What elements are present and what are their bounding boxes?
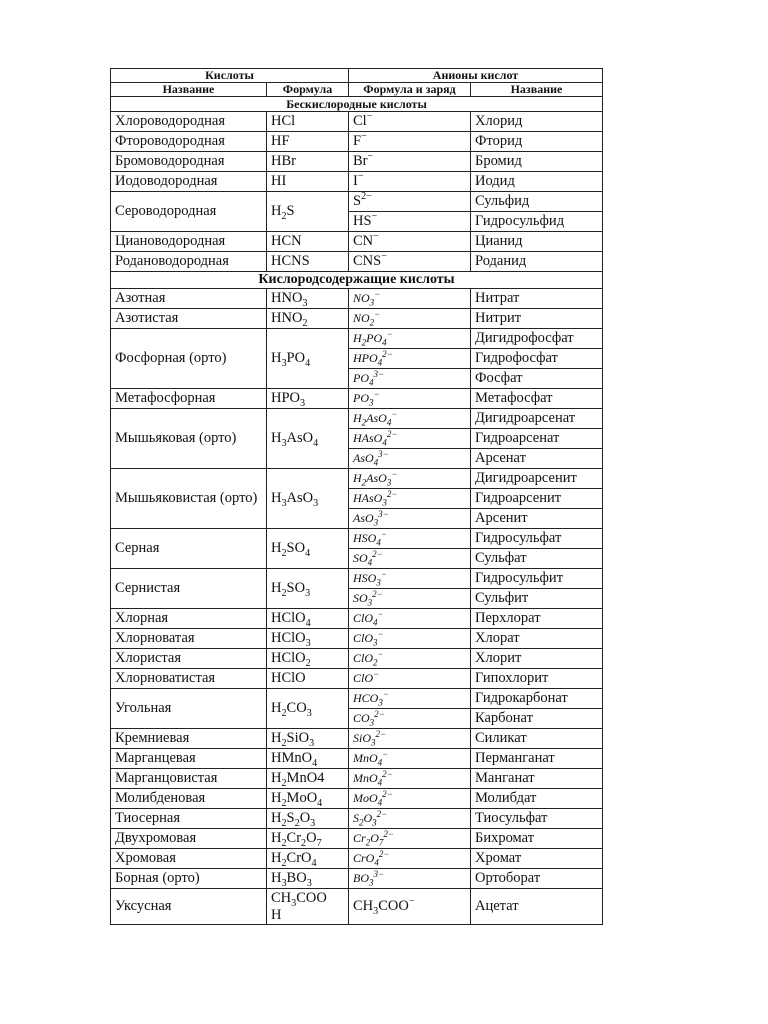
acid-name: Мышьяковистая (орто) — [111, 469, 267, 529]
table-row — [111, 152, 603, 172]
anion-name: Хлорид — [471, 112, 603, 132]
acid-formula: $H_2Cr_2O_7$ — [267, 829, 349, 849]
anion-name: Нитрат — [471, 289, 603, 309]
anion-name: Фторид — [471, 132, 603, 152]
acid-name: Фтороводородная — [111, 132, 267, 152]
acid-formula: $H_3AsO_3$ — [267, 469, 349, 529]
table-row — [111, 529, 603, 549]
section-title-oxygen-free: Бескислородные кислоты — [111, 97, 603, 112]
anion-formula: $H_2PO_4^-$ — [349, 329, 471, 349]
table-row — [111, 669, 603, 689]
anion-formula: ClO$_4$− — [349, 609, 471, 629]
anion-name: Гидроарсенит — [471, 489, 603, 509]
acid-formula: HBr — [267, 152, 349, 172]
anion-name: Ацетат — [471, 889, 603, 925]
anion-name: Перманганат — [471, 749, 603, 769]
anion-formula: HS− — [349, 212, 471, 232]
acid-name: Угольная — [111, 689, 267, 729]
anion-formula: ClO$_2$− — [349, 649, 471, 669]
acid-name: Иодоводородная — [111, 172, 267, 192]
acid-name: Хлорноватая — [111, 629, 267, 649]
anion-formula: SiO$_3^{2-}$ — [349, 729, 471, 749]
section-title-oxygen-containing: Кислородсодержащие кислоты — [111, 272, 603, 289]
anion-formula: $CO_3^{2-}$ — [349, 709, 471, 729]
anion-formula: MoO$_4^{2-}$ — [349, 789, 471, 809]
table-row — [111, 192, 603, 212]
acid-name: Хлорноватистая — [111, 669, 267, 689]
table-row — [111, 849, 603, 869]
anion-formula: MnO$_4^{2-}$ — [349, 769, 471, 789]
acid-formula: HMnO$_4$ — [267, 749, 349, 769]
table-row — [111, 469, 603, 489]
acid-name: Марганцовистая — [111, 769, 267, 789]
table-row — [111, 609, 603, 629]
header-anion-name: Название — [471, 83, 603, 97]
acid-formula: HClO$_4$ — [267, 609, 349, 629]
acid-formula: $HPO_3$ — [267, 389, 349, 409]
acid-formula: HI — [267, 172, 349, 192]
acid-formula: $H_3PO_4$ — [267, 329, 349, 389]
anion-name: Дигидрофосфат — [471, 329, 603, 349]
anion-name: Сульфат — [471, 549, 603, 569]
acid-name: Фосфорная (орто) — [111, 329, 267, 389]
acid-name: Метафосфорная — [111, 389, 267, 409]
anion-name: Бромид — [471, 152, 603, 172]
acid-formula: HCNS — [267, 252, 349, 272]
anion-formula: CN− — [349, 232, 471, 252]
table-row — [111, 389, 603, 409]
acid-formula: $H_2S$ — [267, 192, 349, 232]
table-row — [111, 409, 603, 429]
anion-formula: $SO_3^{2-}$ — [349, 589, 471, 609]
acid-name: Хлорная — [111, 609, 267, 629]
anion-formula: Cl− — [349, 112, 471, 132]
anion-formula: $H_2AsO_3^-$ — [349, 469, 471, 489]
anion-formula: AsO$_4^{3-}$ — [349, 449, 471, 469]
table-row — [111, 629, 603, 649]
acid-formula: HF — [267, 132, 349, 152]
anion-name: Карбонат — [471, 709, 603, 729]
table-row — [111, 869, 603, 889]
acid-name: Марганцевая — [111, 749, 267, 769]
anion-name: Хлорит — [471, 649, 603, 669]
table-row — [111, 729, 603, 749]
anion-name: Гидрокарбонат — [471, 689, 603, 709]
acid-formula: $H_2CrO_4$ — [267, 849, 349, 869]
anion-formula: $SO_4^{2-}$ — [349, 549, 471, 569]
anion-name: Гидросульфид — [471, 212, 603, 232]
table-row — [111, 829, 603, 849]
acid-formula: $H_2MoO_4$ — [267, 789, 349, 809]
anion-formula: HAsO$_4^{2-}$ — [349, 429, 471, 449]
acid-name: Двухромовая — [111, 829, 267, 849]
table-row — [111, 232, 603, 252]
acid-name: Серная — [111, 529, 267, 569]
anion-name: Бихромат — [471, 829, 603, 849]
anion-formula: $HPO_4^{2-}$ — [349, 349, 471, 369]
acid-name: Циановодородная — [111, 232, 267, 252]
acid-formula: $HNO_3$ — [267, 289, 349, 309]
header-acid-name: Название — [111, 83, 267, 97]
acid-formula: $H_2S_2O_3$ — [267, 809, 349, 829]
table-row — [111, 172, 603, 192]
anion-name: Молибдат — [471, 789, 603, 809]
header-anions: Анионы кислот — [349, 69, 603, 83]
table-row — [111, 809, 603, 829]
acid-name: Хлористая — [111, 649, 267, 669]
acid-formula: HClO — [267, 669, 349, 689]
header-acids: Кислоты — [111, 69, 349, 83]
anion-name: Перхлорат — [471, 609, 603, 629]
acid-formula: $CH_3COO$ H — [267, 889, 349, 925]
anion-formula: F− — [349, 132, 471, 152]
anion-formula: MnO$_4$− — [349, 749, 471, 769]
anion-name: Манганат — [471, 769, 603, 789]
table-row — [111, 889, 603, 925]
anion-name: Хромат — [471, 849, 603, 869]
anion-name: Иодид — [471, 172, 603, 192]
acid-formula: $H_2MnO4$ — [267, 769, 349, 789]
anion-formula: Br− — [349, 152, 471, 172]
anion-formula: $Cr_2O_7^{2-}$ — [349, 829, 471, 849]
anion-name: Сульфит — [471, 589, 603, 609]
table-row — [111, 789, 603, 809]
anion-formula: $BO_3^{3-}$ — [349, 869, 471, 889]
anion-formula: HAsO$_3^{2-}$ — [349, 489, 471, 509]
anion-formula: $PO_4^{3-}$ — [349, 369, 471, 389]
anion-name: Роданид — [471, 252, 603, 272]
acid-formula: HCl — [267, 112, 349, 132]
acid-name: Мышьяковая (орто) — [111, 409, 267, 469]
anion-formula: $CH_3COO^-$ — [349, 889, 471, 925]
anion-name: Цианид — [471, 232, 603, 252]
anion-name: Гидросульфат — [471, 529, 603, 549]
anion-formula: $PO_3^-$ — [349, 389, 471, 409]
anion-name: Тиосульфат — [471, 809, 603, 829]
anion-name: Арсенат — [471, 449, 603, 469]
acid-formula: $H_2SO_3$ — [267, 569, 349, 609]
anion-name: Арсенит — [471, 509, 603, 529]
acid-formula: $H_2CO_3$ — [267, 689, 349, 729]
acid-formula: $H_2SiO_3$ — [267, 729, 349, 749]
anion-formula: ClO− — [349, 669, 471, 689]
acid-formula: HCN — [267, 232, 349, 252]
anion-formula: $S^{2-}$ — [349, 192, 471, 212]
table-row — [111, 649, 603, 669]
oxygen-containing-section — [111, 272, 603, 925]
header-anion-formula: Формула и заряд — [349, 83, 471, 97]
acid-name: Молибденовая — [111, 789, 267, 809]
acid-formula: $HNO_2$ — [267, 309, 349, 329]
acid-formula: $H_2SO_4$ — [267, 529, 349, 569]
acid-name: Азотистая — [111, 309, 267, 329]
acid-formula: HClO$_2$ — [267, 649, 349, 669]
anion-formula: ClO$_3$− — [349, 629, 471, 649]
table-row — [111, 569, 603, 589]
anion-name: Гипохлорит — [471, 669, 603, 689]
table-row — [111, 112, 603, 132]
table-row — [111, 769, 603, 789]
acid-name: Борная (орто) — [111, 869, 267, 889]
table-row — [111, 132, 603, 152]
oxygen-free-section — [111, 97, 603, 272]
anion-name: Хлорат — [471, 629, 603, 649]
acid-anion-table — [110, 68, 603, 925]
anion-formula: CrO$_4^{2-}$ — [349, 849, 471, 869]
anion-formula: $HCO_3^-$ — [349, 689, 471, 709]
table-row — [111, 329, 603, 349]
anion-name: Нитрит — [471, 309, 603, 329]
acid-formula: HClO$_3$ — [267, 629, 349, 649]
anion-formula: CNS− — [349, 252, 471, 272]
anion-name: Гидрофосфат — [471, 349, 603, 369]
anion-name: Фосфат — [471, 369, 603, 389]
anion-name: Метафосфат — [471, 389, 603, 409]
table-row — [111, 749, 603, 769]
acid-name: Азотная — [111, 289, 267, 309]
header-acid-formula: Формула — [267, 83, 349, 97]
anion-formula: $NO_3^-$ — [349, 289, 471, 309]
table-row — [111, 252, 603, 272]
anion-formula: $HSO_3^-$ — [349, 569, 471, 589]
anion-formula: I− — [349, 172, 471, 192]
anion-name: Ортоборат — [471, 869, 603, 889]
anion-formula: $HSO_4^-$ — [349, 529, 471, 549]
anion-formula: $NO_2^-$ — [349, 309, 471, 329]
anion-formula: AsO$_3^{3-}$ — [349, 509, 471, 529]
acid-name: Кремниевая — [111, 729, 267, 749]
acid-formula: $H_3AsO_4$ — [267, 409, 349, 469]
anion-name: Силикат — [471, 729, 603, 749]
anion-name: Сульфид — [471, 192, 603, 212]
acid-name: Сернистая — [111, 569, 267, 609]
anion-name: Дигидроарсенит — [471, 469, 603, 489]
acid-name: Хлороводородная — [111, 112, 267, 132]
acid-formula: $H_3BO_3$ — [267, 869, 349, 889]
table-row — [111, 309, 603, 329]
acid-name: Родановодородная — [111, 252, 267, 272]
anion-formula: $S_2O_3^{2-}$ — [349, 809, 471, 829]
anion-name: Дигидроарсенат — [471, 409, 603, 429]
acid-name: Хромовая — [111, 849, 267, 869]
acid-name: Бромоводородная — [111, 152, 267, 172]
table-row — [111, 689, 603, 709]
anion-name: Гидроарсенат — [471, 429, 603, 449]
anion-formula: $H_2AsO_4^-$ — [349, 409, 471, 429]
table-row — [111, 289, 603, 309]
acid-name: Уксусная — [111, 889, 267, 925]
anion-name: Гидросульфит — [471, 569, 603, 589]
acid-name: Тиосерная — [111, 809, 267, 829]
acid-name: Сероводородная — [111, 192, 267, 232]
